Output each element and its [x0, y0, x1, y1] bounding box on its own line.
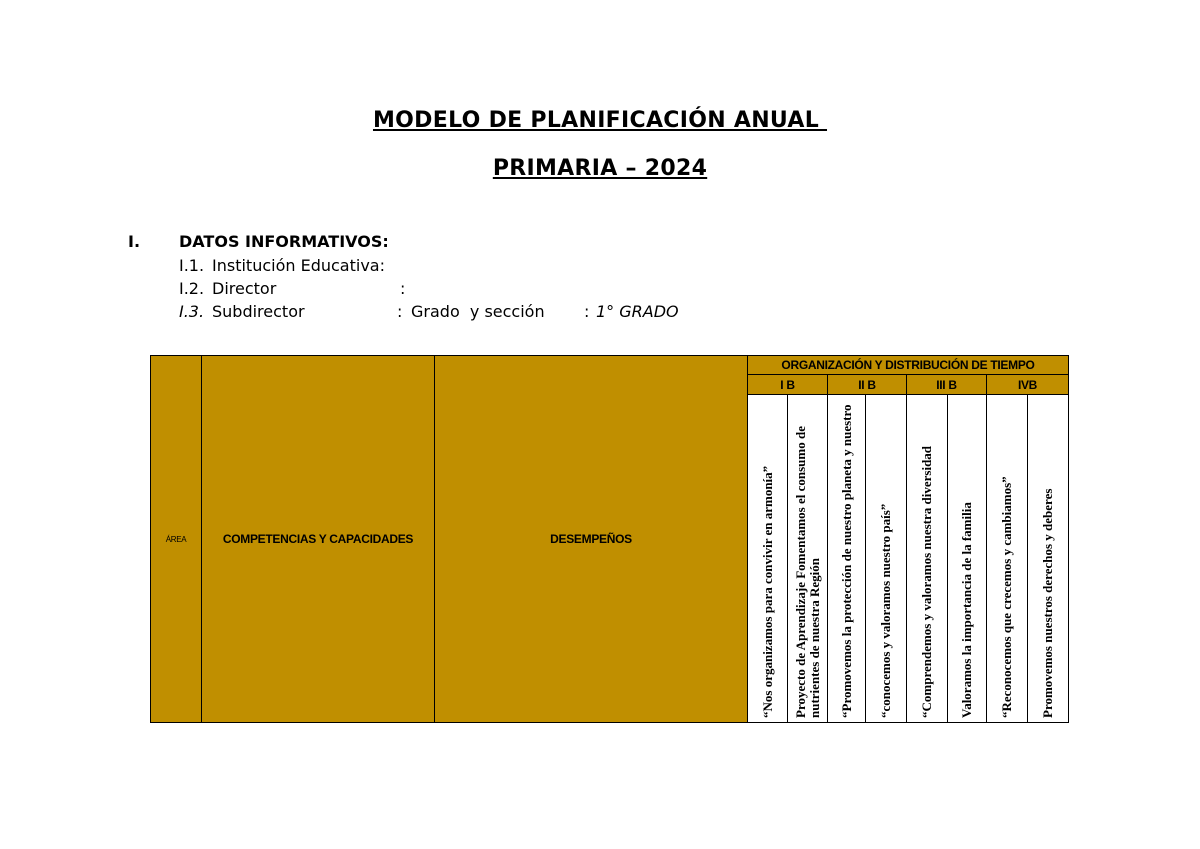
- header-desempenos: DESEMPEÑOS: [435, 356, 748, 723]
- header-bimestre-2: II B: [828, 375, 907, 395]
- header-bimestre-4: IVB: [987, 375, 1069, 395]
- unidad-7-cell: [987, 395, 1028, 723]
- unidad-5-title: “Comprendemos y valoramos nuestra diversidad: [919, 445, 934, 718]
- unidad-1-title: “Nos organizamos para convivir en armonía”: [759, 465, 775, 718]
- section-number: I.: [128, 232, 141, 251]
- header-area: ÁREA: [151, 356, 202, 723]
- row-label-director: Director: [212, 279, 277, 298]
- section-title: DATOS INFORMATIVOS:: [179, 232, 389, 251]
- grado-seccion-value: 1° GRADO: [596, 302, 679, 321]
- header-bimestre-3: III B: [907, 375, 987, 395]
- row-colon-subdirector: :: [397, 302, 408, 321]
- row-number-institucion: I.1.: [179, 256, 205, 275]
- unidad-4-title: “conocemos y valoramos nuestro país”: [878, 503, 893, 718]
- grado-seccion-colon: :: [584, 302, 595, 321]
- unidad-2-cell: [788, 395, 828, 723]
- header-bimestre-1: I B: [748, 375, 828, 395]
- unidad-8-cell: [1028, 395, 1069, 723]
- unidad-6-title: Valoramos la importancia de la familia: [959, 501, 974, 718]
- unidad-2-title: Proyecto de Aprendizaje Fomentamos el consumo de nutrientes de nuestra Región: [792, 425, 822, 718]
- row-label-subdirector: Subdirector: [212, 302, 305, 321]
- grado-seccion-label: Grado y sección: [411, 302, 545, 321]
- row-label-institucion: Institución Educativa:: [212, 256, 385, 275]
- header-organizacion: ORGANIZACIÓN Y DISTRIBUCIÓN DE TIEMPO: [748, 356, 1069, 375]
- unidad-1-cell: [748, 395, 788, 723]
- unidad-7-title: “Reconocemos que crecemos y cambiamos”: [999, 475, 1014, 718]
- document-subtitle: PRIMARIA – 2024: [492, 156, 708, 181]
- row-number-director: I.2.: [179, 279, 205, 298]
- unidad-3-cell: [828, 395, 866, 723]
- row-colon-director: :: [400, 279, 406, 298]
- planning-table: [150, 355, 1069, 723]
- unidad-5-cell: [907, 395, 948, 723]
- unidad-6-cell: [948, 395, 987, 723]
- unidad-3-title: “Promovemos la protección de nuestro planeta y nuestro: [838, 403, 854, 718]
- header-competencias: COMPETENCIAS Y CAPACIDADES: [202, 356, 435, 723]
- document-title: MODELO DE PLANIFICACIÓN ANUAL: [372, 108, 828, 133]
- unidad-4-cell: [866, 395, 907, 723]
- row-number-subdirector: I.3.: [179, 302, 205, 321]
- unidad-8-title: Promovemos nuestros derechos y deberes: [1040, 488, 1055, 718]
